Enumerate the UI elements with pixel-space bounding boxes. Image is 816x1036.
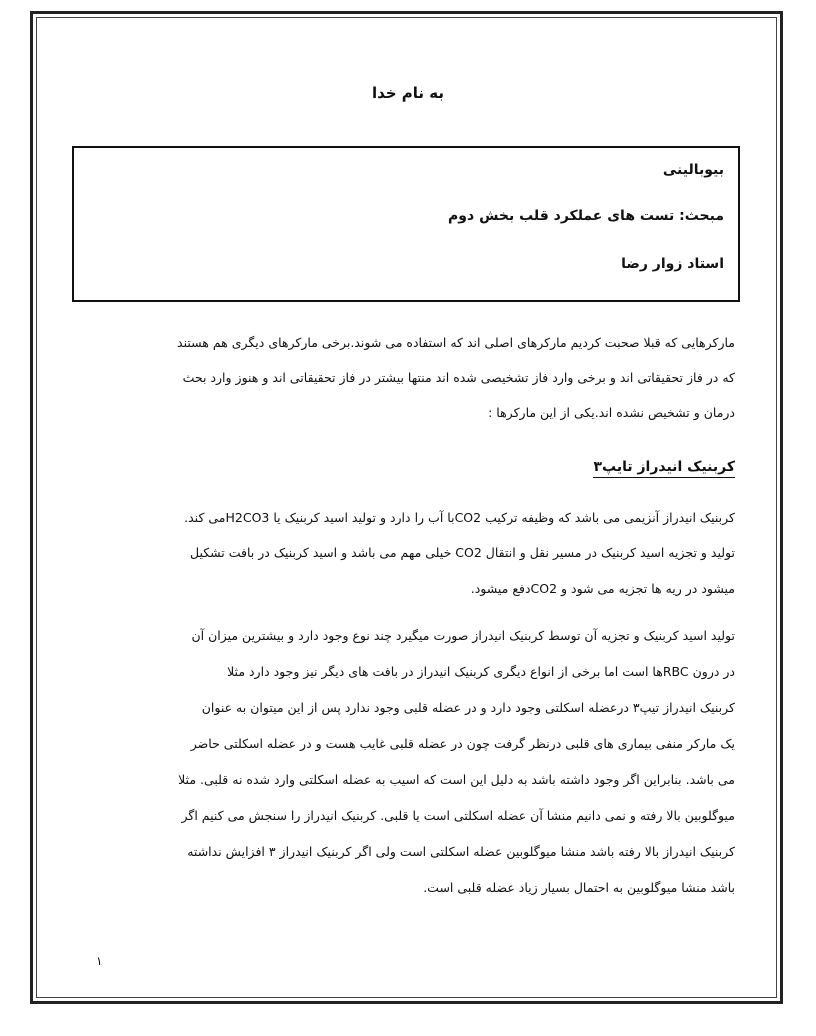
text-line: درمان و تشخیص نشده اند.یکی از این مارکرها : [488, 405, 735, 420]
document-title: به نام خدا [371, 84, 445, 102]
text-line: تولید و تجزیه اسید کربنیک در مسیر نقل و انتقال CO2 خیلی مهم می باشد و اسید کربنیک در بافت تشکیل [189, 545, 735, 560]
topic-line: مبحث: تست های عملکرد قلب بخش دوم [448, 208, 724, 224]
text-line: تولید اسید کربنیک و تجزیه آن توسط کربنیک انیدراز صورت میگیرد چند نوع وجود دارد و بیشترین میزان آن [191, 628, 735, 643]
text-line: که در فاز تحقیقاتی اند و برخی وارد فاز تشخیصی شده اند منتها بیشتر در فاز تحقیقاتی اند و هنوز وارد بحث [182, 370, 735, 385]
text-line: مارکرهایی که قبلا صحبت کردیم مارکرهای اصلی اند که استفاده می شوند.برخی مارکرهای دیگری هم هستند [177, 335, 735, 350]
section-heading: کربنیک انیدراز تایپ۳ [593, 459, 735, 478]
text-line: یک مارکر منفی بیماری های قلبی درنظر گرفت چون در عضله قلبی غایب هست و در عضله اسکلتی حاضر [190, 736, 735, 751]
text-line: می باشد. بنابراین اگر وجود داشته باشد به دلیل این است که اسیب به عضله اسکلتی وارد شده نه قلبی. مثلا [178, 772, 735, 787]
instructor-name: استاد زوار رضا [621, 256, 724, 272]
text-line: میشود در ریه ها تجزیه می شود و CO2دفع میشود. [470, 581, 735, 596]
page-number: ۱ [96, 954, 103, 968]
text-line: میوگلوبین بالا رفته و نمی دانیم منشا آن عضله اسکلتی است یا قلبی. کربنیک انیدراز را سنجش می کنیم اگر [181, 808, 735, 823]
text-line: در درون RBCها است اما برخی از انواع دیگری کربنیک انیدراز در بافت های دیگر نیز وجود دارد مثلا [227, 664, 735, 679]
course-name: بیوبالینی [662, 162, 724, 178]
text-line: کربنیک انیدراز بالا رفته باشد منشا میوگلوبین عضله اسکلتی است ولی اگر کربنیک انیدراز ۳ افزایش نداشته [187, 844, 735, 859]
text-line: کربنیک انیدراز تیپ۳ درعضله اسکلتی وجود دارد و در عضله قلبی وجود ندارد پس از این میتوان به عنوان [201, 700, 735, 715]
header-box [72, 146, 740, 302]
text-line: کربنیک انیدراز آنزیمی می باشد که وظیفه ترکیب CO2با آب را دارد و تولید اسید کربنیک یا H2CO3می کند. [184, 510, 735, 525]
text-line: باشد منشا میوگلوبین به احتمال بسیار زیاد عضله قلبی است. [423, 880, 735, 895]
